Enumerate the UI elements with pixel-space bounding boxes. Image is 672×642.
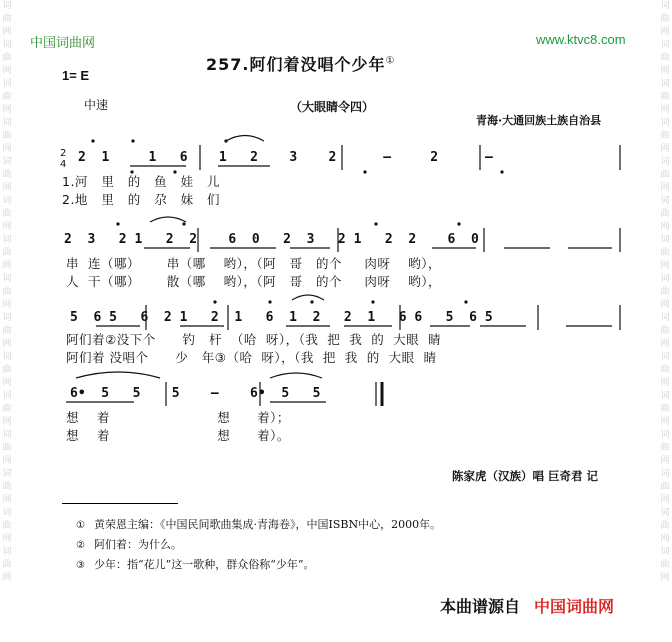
score-row-3-lyric-2: 阿们着 没唱个 少 年③（哈 呀），（我 把 我 的 大眼 睛 <box>66 350 437 365</box>
key-signature: 1= E <box>62 68 90 83</box>
svg-text:4: 4 <box>60 159 67 170</box>
site-name-left[interactable]: 中国词曲网 <box>30 35 96 50</box>
score-row-1-lyric-1: 1.河 里 的 鱼 娃 儿 <box>62 174 221 189</box>
source-site-link[interactable]: 中国词曲网 <box>534 597 615 616</box>
site-url-right[interactable]: www.ktvc8.com <box>536 32 626 47</box>
footnote-2: ② 阿们着：为什么。 <box>76 538 182 551</box>
score-row-2-notes: 2 3 2 1 2 2 6 0 2 3 2 1 2 2 6 0 <box>64 232 479 247</box>
side-watermark-right: 词曲网词曲网词曲网词曲网词曲网词曲网词曲网词曲网词曲网词曲网词曲网词曲网词曲网词曲网词曲网 <box>660 1 670 583</box>
score-row-4-notes: 6• 5 5 5 – 6• 5 5 <box>70 386 321 401</box>
song-subtitle: （大眼睛令四） <box>290 100 375 114</box>
tempo-marking: 中速 <box>84 98 109 112</box>
source-label: 本曲谱源自 <box>440 597 521 616</box>
svg-text:2: 2 <box>60 148 67 159</box>
score-row-4-lyric-1: 想 着 想 着）； <box>66 410 290 425</box>
song-title: 257.阿们着没唱个少年① <box>206 55 396 74</box>
score-row-1-lyric-2: 2.地 里 的 尕 妹 们 <box>62 192 221 207</box>
song-region: 青海·大通回族土族自治县 <box>476 114 602 127</box>
source-attribution <box>440 594 614 617</box>
score-row-3-lyric-1: 阿们着②没下个 钓 杆 （哈 呀），（我 把 我 的 大眼 睛 <box>66 332 442 347</box>
footnote-divider <box>62 503 178 504</box>
score-row-2-lyric-2: 人 干（哪） 散（哪 哟），（阿 哥 的个 肉呀 哟）， <box>66 274 442 289</box>
score-row-1-notes: 2 1 1 6 1 2 3 2 – 2 – <box>78 150 493 165</box>
footnote-1: ① 黄荣恩主编：《中国民间歌曲集成·青海卷》，中国ISBN中心，2000年。 <box>76 518 442 531</box>
score-row-2-lyric-1: 串 连（哪） 串（哪 哟），（阿 哥 的个 肉呀 哟）， <box>66 256 442 271</box>
title-footnote-mark: ① <box>385 55 396 67</box>
side-watermark-left: 词曲网词曲网词曲网词曲网词曲网词曲网词曲网词曲网词曲网词曲网词曲网词曲网词曲网词曲网词曲网 <box>2 1 12 583</box>
score-row-3-notes: 5 6 5 6 2 1 2 1 6 1 2 2 1 6 6 5 6 5 <box>70 310 493 325</box>
performer-credit: 陈家虎（汉族）唱 巨奇君 记 <box>452 469 599 483</box>
footnote-3: ③ 少年：指“花儿”这一歌种，群众俗称“少年”。 <box>76 558 315 571</box>
score-row-4-lyric-2: 想 着 想 着）。 <box>66 428 290 443</box>
